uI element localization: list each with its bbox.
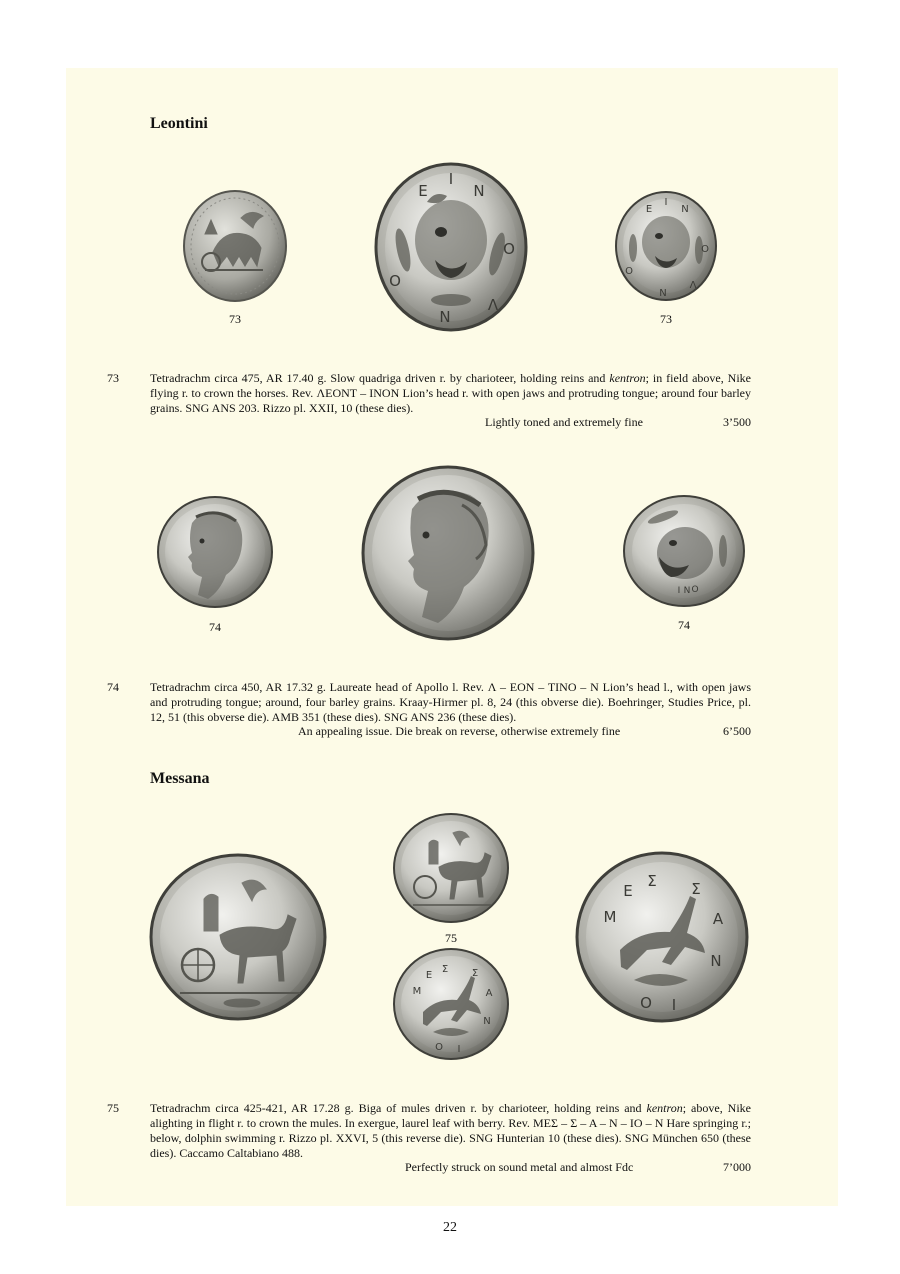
section-title-messana: Messana <box>150 770 210 787</box>
desc-text: Tetradrachm circa 450, AR 17.32 g. Laureate head of Apollo l. Rev. Λ – ΕΟΝ – ΤΙΝΟ – Ν Lion’s head l., with open jaws and protruding tongue; around, four barley grains. Kraay-Hirmer pl. 8, 24 (this obverse die). Boehringer, Studies Price, pl. 12, 51 (this obverse die). AMB 351 (these dies). SNG ANS 236 (these dies). <box>150 680 751 724</box>
legend-letter: Ε <box>645 204 653 215</box>
legend-letter: Σ <box>441 964 449 975</box>
coin-75-obverse-image <box>393 813 509 923</box>
coin-74-obverse-image <box>156 495 274 609</box>
desc-text: Tetradrachm circa 475, AR 17.40 g. Slow quadriga driven r. by charioteer, holding reins and <box>150 371 610 385</box>
lot-price-75: 7’000 <box>723 1160 751 1174</box>
coin-74-obverse-enlarged-image <box>362 465 534 640</box>
legend-letter: Ε <box>418 182 428 200</box>
legend-letter: Ο <box>640 994 652 1012</box>
legend-letter: Ν <box>483 1016 491 1027</box>
legend-letter: Ι <box>671 996 677 1014</box>
legend-letter: Σ <box>471 968 479 979</box>
coin-73-reverse-image <box>615 190 717 302</box>
coin-73-obverse-image <box>183 190 287 303</box>
lot-number-74: 74 <box>107 680 119 694</box>
desc-italic: kentron <box>609 371 646 385</box>
lot-number-73: 73 <box>107 371 119 385</box>
legend-letter: Ν <box>710 952 722 970</box>
photo-label-73-reverse: 73 <box>660 312 672 326</box>
desc-text: ; above, Nike alighting in flight r. to crown the mules. In exergue, laurel leaf with berry. Rev. ΜΕΣ – Σ – Α – Ν – ΙΟ – Ν Hare springing r.; below, dolphin swimming r. Rizzo pl. XXVI, 5 (this reverse die). SNG Hunterian 10 (these dies). SNG München 650 (these dies). Caccamo Caltabiano 488. <box>150 1101 751 1160</box>
photo-label-75: 75 <box>445 931 457 945</box>
legend-letter: Ν <box>439 308 451 326</box>
lot-description-73 <box>150 371 751 416</box>
legend-letter: Ι <box>664 197 668 208</box>
legend-letter: Μ <box>603 908 617 926</box>
photo-label-73-obverse: 73 <box>229 312 241 326</box>
legend-letter: Σ <box>647 872 657 890</box>
legend-letter: Ν <box>473 182 485 200</box>
lot-description-74 <box>150 680 751 725</box>
section-title-leontini: Leontini <box>150 115 208 132</box>
lot-grade-75: Perfectly struck on sound metal and almost Fdc <box>405 1160 634 1174</box>
legend-letter: Σ <box>691 880 701 898</box>
desc-italic: kentron <box>646 1101 683 1115</box>
legend-letter: Ν <box>681 204 689 215</box>
legend-letter: Ο <box>625 266 633 277</box>
photo-label-74-obverse: 74 <box>209 620 221 634</box>
legend-letter: Ε <box>623 882 633 900</box>
legend-letter: Μ <box>412 986 422 997</box>
legend-letter: Λ <box>689 280 697 291</box>
legend-letter: Ν <box>683 586 691 596</box>
legend-letter: Ι <box>677 586 681 596</box>
coin-74-reverse-image <box>623 495 745 608</box>
legend-letter: Ο <box>503 240 515 258</box>
lot-price-73: 3’500 <box>723 415 751 429</box>
desc-text: ; in field above, Nike flying r. to crown the horses. Rev. ΛΕΟΝΤ – ΙΝΟΝ Lion’s head r. with open jaws and protruding tongue; around four barley grains. SNG ANS 203. Rizzo pl. XXII, 10 (these dies). <box>150 371 752 415</box>
legend-letter: Ο <box>435 1042 443 1053</box>
coin-75-reverse-enlarged-image <box>576 852 749 1022</box>
coin-75-obverse-enlarged-image <box>150 853 327 1021</box>
lot-number-75: 75 <box>107 1101 119 1115</box>
legend-letter: Ο <box>389 272 401 290</box>
legend-letter: Α <box>712 910 724 928</box>
photo-label-74-reverse: 74 <box>678 618 690 632</box>
coin-73-reverse-enlarged-image <box>375 162 527 332</box>
legend-letter: Ι <box>457 1044 461 1055</box>
legend-letter: Ι <box>448 170 454 188</box>
lot-price-74: 6’500 <box>723 724 751 738</box>
legend-letter: Ο <box>701 244 709 255</box>
page-number: 22 <box>443 1220 457 1235</box>
coin-75-reverse-image <box>393 948 509 1060</box>
legend-letter: Ο <box>691 585 699 595</box>
lot-grade-73: Lightly toned and extremely fine <box>485 415 643 429</box>
legend-letter: Α <box>485 988 493 999</box>
legend-letter: Ν <box>659 288 667 299</box>
lot-description-75 <box>150 1101 751 1161</box>
desc-text: Tetradrachm circa 425-421, AR 17.28 g. Biga of mules driven r. by charioteer, holding reins and <box>150 1101 647 1115</box>
lot-grade-74: An appealing issue. Die break on reverse, otherwise extremely fine <box>298 724 621 738</box>
legend-letter: Λ <box>487 296 499 314</box>
legend-letter: Ε <box>425 970 433 981</box>
